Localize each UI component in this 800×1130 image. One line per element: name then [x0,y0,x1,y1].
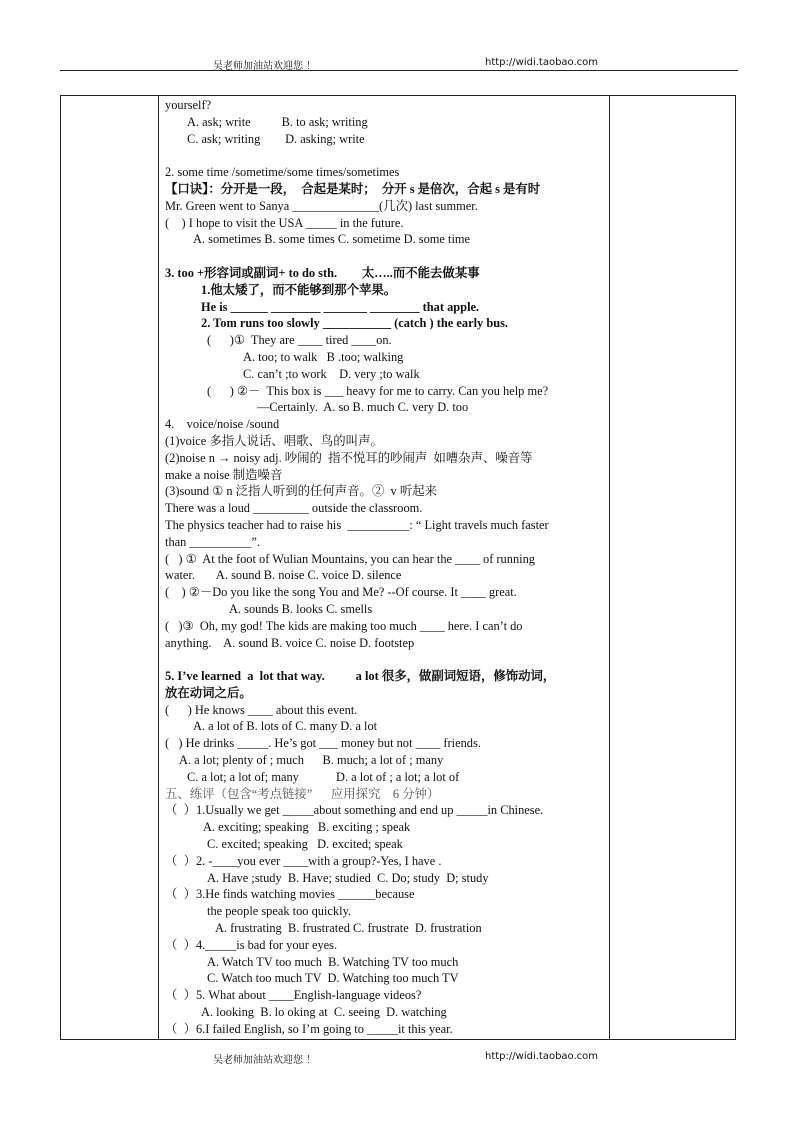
text-line: ( ) I hope to visit the USA _____ in the future. [165,215,404,230]
text-line: 1.他太矮了，而不能够到那个苹果。 [201,282,397,297]
text-line: A. too; to walk B .too; walking [243,349,404,364]
text-line: anything. A. sound B. voice C. noise D. footstep [165,635,415,650]
header-rule [60,70,738,71]
text-line: （ ）1.Usually we get _____about something and end up _____in Chinese. [165,803,544,818]
text-line: ( ) ②－ This box is ___ heavy for me to carry. Can you help me? [207,383,549,398]
page-footer [0,1051,800,1067]
text-line: （ ）3.He finds watching movies ______because [165,887,415,902]
text-line: There was a loud _________ outside the classroom. [165,501,423,516]
text-line: 2. Tom runs too slowly ___________ (catch ) the early bus. [201,316,509,331]
text-line: 5. I’ve learned a lot that way. a lot 很多，做副词短语，修饰动词， [165,669,556,684]
footer-left-text: 吴老师加油站欢迎您 ！ [213,1055,317,1066]
blank-line [165,651,605,668]
blank-line [165,147,605,164]
text-line: （ ）6.I failed English, so I’m going to _____it this year. [165,1021,453,1036]
text-line: A. Have ;study B. Have; studied C. Do; study D; study [207,870,489,885]
text-line: ( ) ① At the foot of Wulian Mountains, you can hear the ____ of running [165,551,535,566]
text-line: ( ) He drinks _____. He’s got ___ money but not ____ friends. [165,736,481,751]
text-line: A. a lot; plenty of ; much B. much; a lot of ; many [179,753,444,768]
text-line: A. ask; write B. to ask; writing [187,114,368,129]
text-line: Mr. Green went to Sanya ______________(几次) last summer. [165,198,478,213]
text-line: (3)sound ① n 泛指人听到的任何声音。② v 听起来 [165,484,437,499]
text-line: A. exciting; speaking B. exciting ; speak [203,820,411,835]
text-line: （ ）2. -____you ever ____with a group?-Yes, I have . [165,853,442,868]
text-line: the people speak too quickly. [207,904,352,919]
text-line: A. sounds B. looks C. smells [229,601,373,616]
table-column-divider-left [158,96,159,1039]
text-line: yourself? [165,98,212,112]
text-line: 2. some time /sometime/some times/sometimes [165,165,400,180]
text-line: C. excited; speaking D. excited; speak [207,837,403,852]
text-line: A. frustrating B. frustrated C. frustrate D. frustration [215,921,482,936]
text-line: (2)noise n → noisy adj. 吵闹的 指不悦耳的吵闹声 如嘈杂声、噪音等 [165,450,533,465]
text-line: The physics teacher had to raise his __________: “ Light travels much faster [165,517,549,532]
table-column-divider-right [609,96,610,1039]
text-line: A. sometimes B. some times C. sometime D. some time [193,232,471,247]
text-line: A. looking B. lo oking at C. seeing D. watching [201,1005,447,1020]
text-line: (1)voice 多指人说话、唱歌、鸟的叫声。 [165,433,383,448]
text-line: than __________”. [165,534,260,549]
text-line: —Certainly. A. so B. much C. very D. too [257,400,469,415]
worksheet-content [165,97,605,1038]
text-line: ( ) He knows ____ about this event. [165,702,358,717]
text-line: （ ）5. What about ____English-language videos? [165,988,422,1003]
text-line: 4. voice/noise /sound [165,417,280,432]
text-line: C. can’t ;to work D. very ;to walk [243,366,420,381]
text-line: 五、练评（包含“考点链接” 应用探究 6 分钟） [165,786,440,801]
text-line: A. Watch TV too much B. Watching TV too much [207,954,459,969]
blank-line [165,248,605,265]
text-line: ( )① They are ____ tired ____on. [207,333,392,348]
header-left-text: 吴老师加油站欢迎您 ！ [213,61,317,72]
text-line: 【口诀】：分开是一段， 合起是某时； 分开 s 是倍次，合起 s 是有时 [165,181,541,196]
text-line: 放在动词之后。 [165,685,252,700]
text-line: make a noise 制造噪音 [165,467,283,482]
text-line: （ ）4._____is bad for your eyes. [165,937,338,952]
text-line: C. ask; writing D. asking; write [187,131,365,146]
header-url: http://widi.taobao.com [485,57,599,68]
text-line: ( ) ②－Do you like the song You and Me? --Of course. It ____ great. [165,585,517,600]
text-line: C. Watch too much TV D. Watching too much TV [207,971,459,986]
page-header [0,55,800,71]
text-line: A. a lot of B. lots of C. many D. a lot [193,719,378,734]
text-line: He is ______ ________ _______ ________ that apple. [201,299,480,314]
text-line: 3. too +形容词或副词+ to do sth. 太…..而不能去做某事 [165,265,480,280]
text-line: C. a lot; a lot of; many D. a lot of ; a lot; a lot of [187,769,460,784]
text-line: ( )③ Oh, my god! The kids are making too much ____ here. I can’t do [165,618,523,633]
text-line: water. A. sound B. noise C. voice D. silence [165,568,402,583]
footer-url: http://widi.taobao.com [485,1051,599,1062]
